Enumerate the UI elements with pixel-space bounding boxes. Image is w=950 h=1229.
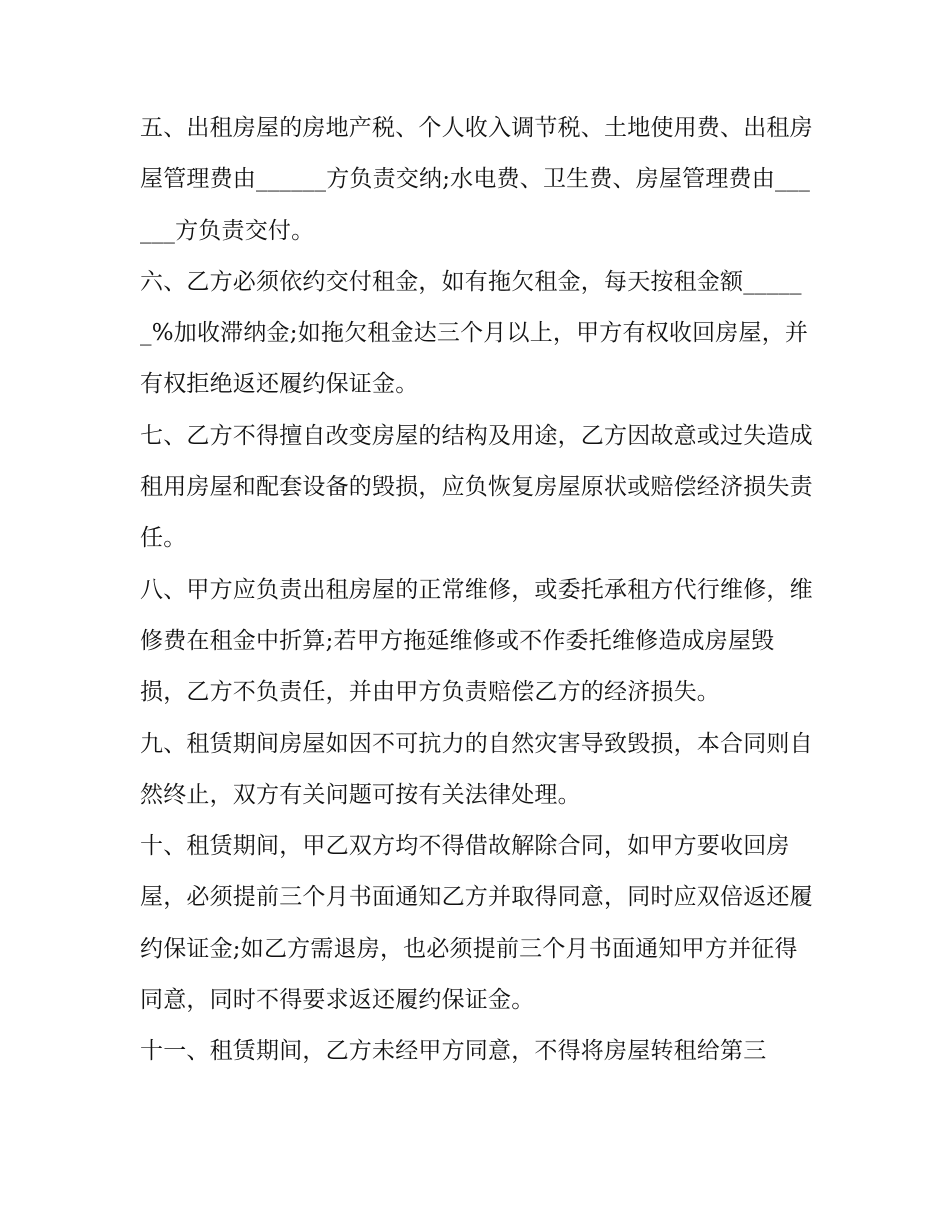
clause-5: 五、出租房屋的房地产税、个人收入调节税、土地使用费、出租房屋管理费由______方负责交纳;水电费、卫生费、房屋管理费由______方负责交付。 <box>140 115 813 244</box>
clause-8: 八、甲方应负责出租房屋的正常维修，或委托承租方代行维修，维修费在租金中折算;若甲方拖延维修或不作委托维修造成房屋毁损，乙方不负责任，并由甲方负责赔偿乙方的经济损失。 <box>140 576 813 706</box>
clause-6: 六、乙方必须依约交付租金，如有拖欠租金，每天按租金额______%加收滞纳金;如拖欠租金达三个月以上，甲方有权收回房屋，并有权拒绝返还履约保证金。 <box>140 268 809 398</box>
clause-10: 十、租赁期间，甲乙双方均不得借故解除合同，如甲方要收回房屋，必须提前三个月书面通知乙方并取得同意，同时应双倍返还履约保证金;如乙方需退房，也必须提前三个月书面通知甲方并征得同意，同时不得要求返还履约保证金。 <box>140 833 813 1014</box>
clause-7: 七、乙方不得擅自改变房屋的结构及用途，乙方因故意或过失造成租用房屋和配套设备的毁损，应负恢复房屋原状或赔偿经济损失责任。 <box>140 422 813 552</box>
clause-9: 九、租赁期间房屋如因不可抗力的自然灾害导致毁损，本合同则自然终止，双方有关问题可按有关法律处理。 <box>140 730 813 808</box>
clause-11: 十一、租赁期间，乙方未经甲方同意，不得将房屋转租给第三 <box>140 1038 767 1065</box>
document-body <box>140 103 820 1078</box>
